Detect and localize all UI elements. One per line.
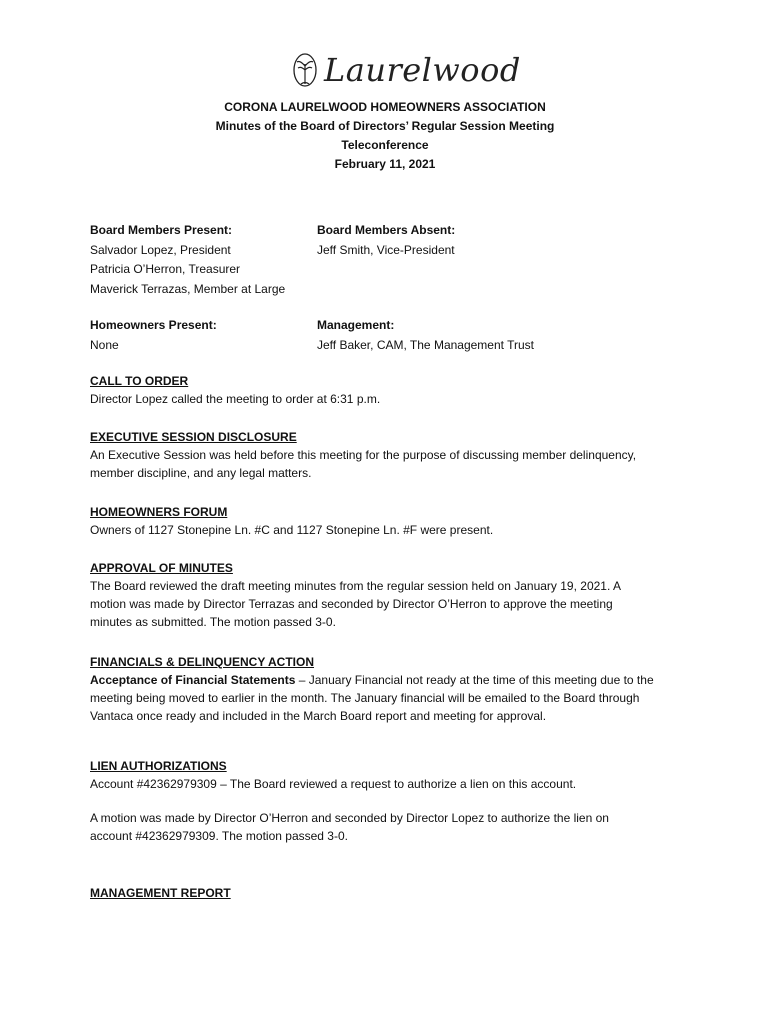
homeowners-present-label: Homeowners Present:: [90, 318, 217, 332]
management-report-section: [90, 884, 690, 902]
section-body-line: account #42362979309. The motion passed 3-0.: [90, 829, 348, 843]
management-block: [317, 316, 637, 355]
section-body: Owners of 1127 Stonepine Ln. #C and 1127 Stonepine Ln. #F were present.: [90, 523, 494, 537]
section-title: MANAGEMENT REPORT: [90, 886, 231, 900]
board-present-label: Board Members Present:: [90, 223, 233, 237]
executive-session-section: [90, 428, 690, 482]
meeting-date: February 11, 2021: [334, 157, 436, 171]
section-body-line: Vantaca once ready and included in the March Board report and meeting for approval.: [90, 709, 547, 723]
meeting-format: Teleconference: [341, 138, 429, 152]
financials-section: [90, 653, 700, 725]
board-absent-block: [317, 221, 617, 260]
section-body: Account #42362979309 – The Board reviewed a request to authorize a lien on this account.: [90, 777, 577, 791]
board-member: Maverick Terrazas, Member at Large: [90, 281, 286, 296]
section-title: LIEN AUTHORIZATIONS: [90, 759, 227, 773]
section-body-line: meeting being moved to earlier in the month. The January financial will be emailed to the Board through: [90, 691, 640, 705]
laurelwood-logo: [286, 48, 521, 96]
homeowners-forum-section: [90, 503, 690, 539]
financial-statements-lead: Acceptance of Financial Statements: [90, 673, 296, 687]
section-body-line: [90, 671, 700, 689]
association-name: CORONA LAURELWOOD HOMEOWNERS ASSOCIATION: [224, 100, 546, 114]
board-member: Jeff Smith, Vice-President: [317, 242, 455, 257]
homeowners-present-block: [90, 316, 310, 355]
meeting-title: Minutes of the Board of Directors’ Regular Session Meeting: [215, 119, 555, 133]
section-body-line: An Executive Session was held before this meeting for the purpose of discussing member delinquency,: [90, 448, 637, 462]
section-title: CALL TO ORDER: [90, 374, 189, 388]
section-title: HOMEOWNERS FORUM: [90, 505, 228, 519]
section-body-line: A motion was made by Director O’Herron and seconded by Director Lopez to authorize the lien on: [90, 811, 609, 825]
tree-emblem-icon: [290, 50, 320, 94]
section-title: APPROVAL OF MINUTES: [90, 561, 233, 575]
approval-of-minutes-section: [90, 559, 690, 631]
board-absent-label: Board Members Absent:: [317, 223, 456, 237]
management-value: Jeff Baker, CAM, The Management Trust: [317, 337, 534, 352]
board-member: Patricia O’Herron, Treasurer: [90, 262, 241, 276]
section-body-line: minutes as submitted. The motion passed 3-0.: [90, 615, 336, 629]
section-title: EXECUTIVE SESSION DISCLOSURE: [90, 430, 297, 444]
section-body-line: The Board reviewed the draft meeting minutes from the regular session held on January 19, 2021. A: [90, 579, 621, 593]
section-body: Director Lopez called the meeting to order at 6:31 p.m.: [90, 392, 381, 406]
lien-authorizations-section: [90, 757, 690, 845]
homeowners-present-value: None: [90, 337, 119, 352]
logo-wordmark: Laurelwood: [324, 51, 521, 89]
section-body-line: member discipline, and any legal matters.: [90, 466, 312, 480]
board-present-block: [90, 221, 310, 299]
board-member: Salvador Lopez, President: [90, 242, 231, 257]
financial-statements-text: – January Financial not ready at the time of this meeting due to the: [295, 673, 654, 687]
section-body-line: motion was made by Director Terrazas and seconded by Director O’Herron to approve the meeting: [90, 597, 613, 611]
section-title: FINANCIALS & DELINQUENCY ACTION: [90, 655, 315, 669]
call-to-order-section: [90, 372, 690, 408]
management-label: Management:: [317, 318, 395, 332]
document-header: [0, 98, 770, 174]
